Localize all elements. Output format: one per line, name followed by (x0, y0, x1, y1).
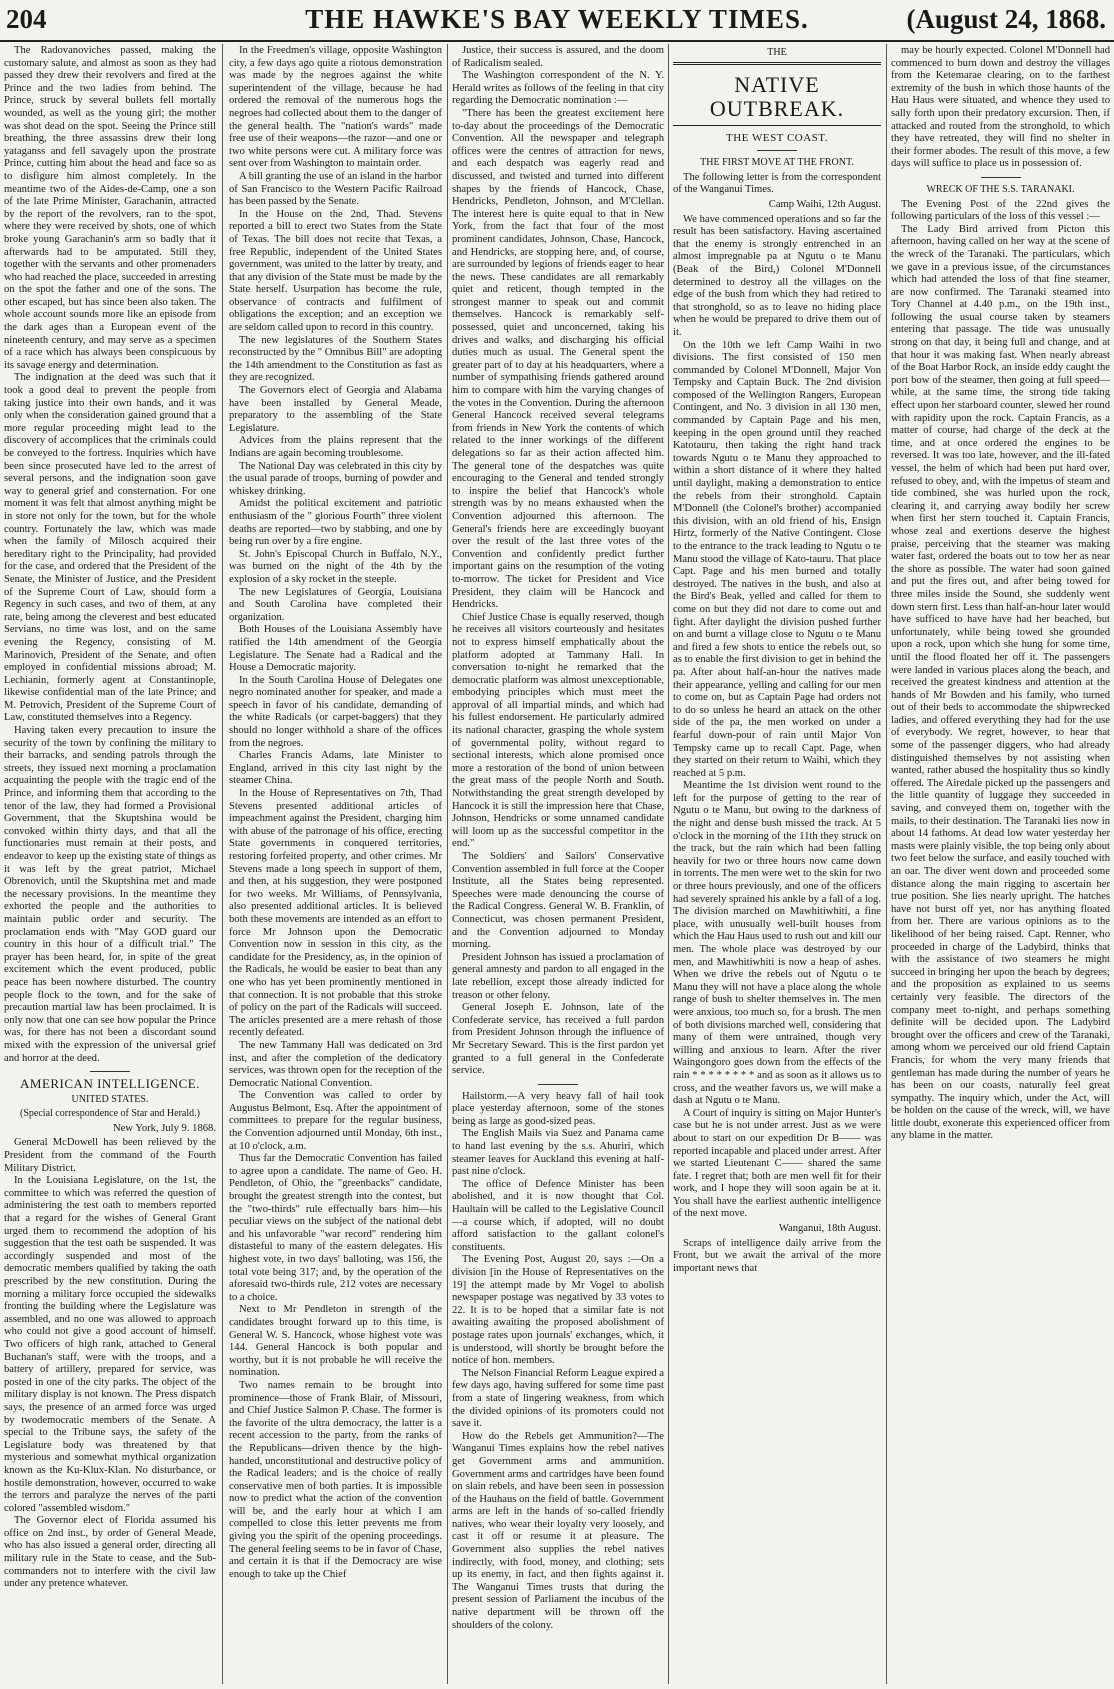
local-news-item: Hailstorm.—A very heavy fall of hail took place yesterday afternoon, some of the stones being as large as good-sized peas. (452, 1090, 664, 1127)
article-paragraph: The new Tammany Hall was dedicated on 3rd inst, and after the completion of the dedicatory services, was thrown open for the reception of the Democratic National Convention. (229, 1039, 442, 1089)
article-paragraph: In the House on the 2nd, Thad. Stevens reported a bill to erect two States from the State of Texas. The bill does not recite that Texas, a free Republic, independent of the United States government, was united to the latter by treaty, and that any division of the State must be made by the State herself. Usurpation has become the rule, observance of contracts and fulfilment of obligations the exception; and an exception we are seldom called upon to record in this country. (229, 208, 442, 334)
article-subheading: THE FIRST MOVE AT THE FRONT. (700, 157, 854, 169)
article-paragraph: General Joseph E. Johnson, late of the Confederate service, has received a full pardon from President Johnson through the influence of Mr Secretary Seward. This is the first pardon yet granted to a full general in the Confederate service. (452, 1002, 664, 1077)
article-paragraph: The National Day was celebrated in this city by the usual parade of troops, burning of powder and whiskey drinking. (229, 460, 442, 497)
column-rule (447, 44, 448, 1684)
article-paragraph: Thus far the Democratic Convention has failed to agree upon a candidate. The name of Geo. H. Pendleton, of Ohio, the "greenbacks" candidate, brought the greatest strength into the contest, but the "two-thirds" rule effectually bars him—his peculiar views on the subject of the national debt and his unfavorable "war record" rendering him distasteful to many of the eastern delegates. His highest vote, in two days' balloting, was 156, the total vote being 317; and, by the operation of the aforesaid two-thirds rule, 212 votes are necessary to a choice. (229, 1153, 442, 1303)
article-paragraph: A Court of inquiry is sitting on Major Hunter's case but he is not under arrest. Just as we were about to start on our expedition Dr B—— was reported incapable and placed under arrest. After we started Lieutenant C—— shared the same fate. I regret that; both are men well fit for their work, and I hope they will soon again be at it. You shall have the earliest authentic intelligence of the next move. (673, 1107, 881, 1220)
local-news-item: The Evening Post, August 20, says :—On a division [in the House of Representatives on the 19] the attempt made by Mr Vogel to abolish newspaper postage was negatived by 33 votes to 22. It is to be hoped that a similar fate is not awaiting awaiting the proposed abolishment of postage rates upon journals' exchanges, which, it is understood, will shortly be brought before the notice of hon. members. (452, 1254, 664, 1367)
newspaper-title: THE HAWKE'S BAY WEEKLY TIMES. (305, 4, 809, 34)
article-paragraph: St. John's Episcopal Church in Buffalo, N.Y., was burned on the night of the 4th by the explosion of a sky rocket in the steeple. (229, 548, 442, 585)
column-1 (4, 45, 216, 1685)
header-prefix: THE (767, 47, 787, 58)
servia-article (4, 45, 216, 1065)
section-divider (90, 1071, 130, 1072)
article-paragraph: The Convention was called to order by Augustus Belmont, Esq. After the appointment of committees to prepare for the regular business, the Convention adjourned until Monday, 6th inst., at 10 o'clock, a.m. (229, 1090, 442, 1152)
article-paragraph: The Evening Post of the 22nd gives the following particulars of the loss of this vessel :— (891, 198, 1110, 223)
issue-date: (August 24, 1868. (906, 4, 1106, 34)
dateline: New York, July 9. 1868. (112, 1122, 216, 1134)
section-note: (Special correspondence of Star and Herald.) (20, 1108, 200, 1120)
article-paragraph: In the House of Representatives on 7th, Thad Stevens presented additional articles of impeachment against the President, charging him with abuse of the patronage of his office, erecting State governments in conquered territories, restoring forfeited property, and other crimes. Mr Stevens made a long speech in support of them, and then, at his suggestion, they were postponed for two weeks. Mr Williams, of Pennsylvania, also presented additional articles. It is believed both these movements are intended as an effort to force Mr Johnson upon the Democratic Convention now in session in this city, as the candidate for the Presidency, as, in the opinion of the Radicals, he would be easier to beat than any one who has yet been prominently mentioned in that connection. It is not probable that this stroke of policy on the part of the Radicals will succeed. The articles presented are a mere rehash of those recently defeated. (229, 788, 442, 1039)
article-paragraph: Chief Justice Chase is equally reserved, though he receives all visitors courteously and hesitates not to express himself emphatically about the platform adopted at Tammany Hall. In conversation to-night he remarked that the democratic platform was almost unexceptionable, embodying principles which must meet the approval of all impartial minds, and which had his fullest endorsement. He particularly admired its national character, grasping the whole system of governmental polity, without regard to sectional interests, which alone promised once more a restoration of the bond of union between the great mass of the people North and South. Notwithstanding the great strength developed by Hancock it is still the impression here that Chase, Johnson, Hendricks or some unnamed candidate will loom up as the successful competitor in the end." (452, 611, 664, 850)
section-heading: AMERICAN INTELLIGENCE. (20, 1076, 200, 1092)
article-paragraph: Charles Francis Adams, late Minister to England, arrived in this city last night by the steamer China. (229, 750, 442, 787)
section-subheading: UNITED STATES. (71, 1093, 149, 1105)
article-paragraph: In the South Carolina House of Delegates one negro nominated another for speaker, and made a speech in favor of his candidate, demanding of the white Radicals (or carpet-baggers) that they should no longer withhold a share of the offices from the negroes. (229, 674, 442, 749)
section-divider (757, 150, 797, 151)
article-paragraph: The indignation at the deed was such that it took a good deal to prevent the people from taking justice into their own hands, and it was only when the consideration gained ground that a more regular proceeding might lead to the discovery of accomplices that the criminals could be conveyed to the fortress. Inquiries which have been since prosecuted have led to the arrest of several persons, and the indignation soon gave way to general grief and consternation. For one moment it was felt that almost anything might be in store not only for the town, but for the whole country. Fortunately the law, which was made when the family of Milosch acquired their hereditary right to the Principality, had provided for the case, and ordered that the President of the Senate, the Minister of Justice, and the President of the Supreme Court of Law, should form a Regency in such cases, and two of them, at any rate, being among the cleverest and best educated Servians, no time was lost, and on the same evening the Regency, consisting of M. Marinovich, President of the Senate, and often employed in confidential missions abroad; M. Lechianin, formerly agent at Constantinople, likewise confidential man of the late Prince; and M. Petrovich, President of the Supreme Court of Law, constituted themselves into a Regency. (4, 372, 216, 724)
section-divider (538, 1084, 578, 1085)
article-paragraph: The new legislatures of the Southern States reconstructed by the " Omnibus Bill" are adopting the 14th amendment to the Constitution as fast as they are recognized. (229, 334, 442, 384)
section-subheading: THE WEST COAST. (726, 131, 828, 144)
local-news-item: The English Mails via Suez and Panama came to hand last evening by the s.s. Ahuriri, which steamer leaves for Auckland this evening at half-past nine o'clock. (452, 1128, 664, 1178)
page-number: 204 (6, 4, 47, 34)
article-paragraph: Both Houses of the Louisiana Assembly have ratified the 14th amendment of the Georgia Legislature. The Senate had a Radical and the House a Democratic majority. (229, 624, 442, 674)
dateline: Camp Waihi, 12th August. (768, 198, 881, 210)
article-paragraph: "There has been the greatest excitement here to-day about the proceedings of the Democratic Convention. All the newspaper and telegraph offices were the centres of attraction for news, and each despatch was eagerly read and discussed, and twisted and turned into different shapes by the friends of Hancock, Chase, Hendricks, Pendleton, Johnson, and M'Clellan. The interest here is quite equal to that in New York, from the fact that four of the most prominent candidates, Johnson, Chase, Hancock, and Hendricks, are stopping here, and, of course, are surrounded by legions of friends eager to hear the news. These candidates are all remarkably quiet and reticent, though tempted in the strongest manner to speak out and commit themselves. Hancock is remarkably self-possessed, quiet and unconcerned, taking his drives and walks, and discharging his official duties much as usual. The General spent the greater part of to day at his headquarters, where a number of sympathising friends gathered around him to compare with him the varying changes of the votes in the Convention. During the afternoon General Hancock received several telegrams from friends in New York the contents of which related to the inner workings of the different delegations so far as their action affected him. The general tone of the despatches was quite encouraging to the General and tended strongly to inspire the belief that Hancock's whole strength was by no means exhausted when the Convention adjourned this afternoon. The General's friends here are exceedingly buoyant over the result of the last three votes of the Convention and confidently predict further important gains on the resumption of the voting to-morrow. The ticket for President and Vice President, they claim will be Hancock and Hendricks. (452, 107, 664, 611)
column-3 (452, 45, 664, 1685)
section-divider (981, 177, 1021, 178)
article-paragraph: Meantime the 1st division went round to the left for the purpose of getting to the rear of Ngutu o te Manu, but owing to the darkness of the night and dense bush missed the track. At 5 o'clock in the morning of the 11th they struck on the track, but the rain which had been falling heavily for two or three hours now came down in torrents. The men were wet to the skin for two or three hours previously, and one of the officers had severely sprained his ankle by a fall of a log. The division marched on Mawhitiwhiti, a fine place, with unusually well-built houses from which the Hau Haus used to rush out and kill our men. The whole place was destroyed by our men, and Mawhitiwhiti is now a heap of ashes. When we drive the rebels out of Ngutu o te Manu they will not have a place along the whole range of bush to shelter themselves in. The men were anxious, too much so, for a brush. The men of both divisions marched well, considering that many of them were untrained, though very willing and anxious to learn. After the river Waingongoro goes down from the effects of the rain * * * * * * * * and as soon as it allows us to cross, and the weather favors us, we will make a dash at Ngutu o te Manu. (673, 780, 881, 1107)
article-paragraph: Having taken every precaution to insure the security of the town by confining the military to their barracks, and sending patrols through the streets, they issued next morning a proclamation acquainting the people with the tragic end of the Prince, and informing them that according to the tenor of the law, they had formed a Provisional Government, that the Skuptshina would be convoked within thirty days, and that all the functionaries must remain at their posts, and endeavor to keep up the existing state of things as it was left by the great patriot, Michael Obrenovich, until the Skuptshina met and made the necessary provisions. In the meantime they exhorted the people and the authorities to maintain public order and security. The proclamation ends with "May GOD guard our country in this hour of a difficult trial." The prayer has been heard, for, in spite of the great excitement which the event produced, public peace has been nowhere disturbed. The country people flock to the town, and for the sake of precaution martial law has been proclaimed. It is only now that one can see how popular the Prince was, for there has not been a discordant sound mixed with the expression of the universal grief and horror at the deed. (4, 725, 216, 1064)
article-paragraph: On the 10th we left Camp Waihi in two divisions. The first consisted of 150 men commanded by Colonel M'Donnell, Major Von Tempsky and Captain Buck. The 2nd division composed of the Wellington Rangers, European Contingent, and No. 3 division in all 130 men, commanded by Captain Page and his men, keeping in the open ground until they reached Katotauru, then taking the right hand track towards Ngutu o te Manu they approached to within a short distance of it where they halted until daylight, making a demonstration to entice the rebels from their stronghold. Captain M'Donnell (the Colonel's brother) accompanied this division, with an old friend of his, Ensign Hirtz, formerly of the Native Contingent. Close to the entrance to the track leading to Ngutu o te Manu stood the village of Kato-tauru. That place Capt. Page and his men burned and totally destroyed. The natives in the bush, and also at the Bird's Beak, yelled and called for them to come on but they did not dare to come out and fight. After daylight the division pushed further on and burnt a village close to Ngutu o te Manu and fired a few shots to entice the rebels out, so as to enable the first division to get in behind the pa. After about half-an-hour the natives made their appearance, yelling and calling for our men to come on, but as Captain Page had orders not to do so unless he heard an attack on the other side of the pa, the men worked on under a fearful down-pour of rain until Major Von Tempsky came up to recall Capt. Page, when they started on their return to Waihi, which they reached at 5 p.m. (673, 339, 881, 779)
article-paragraph: General McDowell has been relieved by the President from the command of the Fourth Military District. (4, 1137, 216, 1174)
article-paragraph: The Governor elect of Florida assumed his office on 2nd inst., by order of General Meade, who has also issued a general order, directing all military rule in the State to cease, and the Sub-commanders not to interfere with the civil law under any pretence whatever. (4, 1515, 216, 1590)
article-paragraph: A bill granting the use of an island in the harbor of San Francisco to the Western Pacific Railroad has been passed by the Senate. (229, 170, 442, 208)
article-paragraph: Advices from the plains represent that the Indians are again becoming troublesome. (229, 435, 442, 459)
article-paragraph: We have commenced operations and so far the result has been satisfactory. Having ascertained that the enemy is strongly entrenched in an almost impregnable pa at Ngutu o te Manu (Beak of the Bird,) Colonel M'Donnell determined to destroy all the villages on the edge of the bush from which they had retired to that stronghold, so as to leave no hiding place when he would be prepared to drive them out of it. (673, 213, 881, 338)
article-paragraph: Next to Mr Pendleton in strength of the candidates brought forward up to this time, is General W. S. Hancock, whose highest vote was 144. General Hancock is both popular and worthy, but it is not probable he will receive the nomination. (229, 1304, 442, 1379)
article-paragraph: The Washington correspondent of the N. Y. Herald writes as follows of the feeling in that city regarding the Democratic nomination :— (452, 70, 664, 107)
column-2 (229, 45, 442, 1685)
native-outbreak-header (673, 62, 881, 126)
dateline: Wanganui, 18th August. (778, 1223, 881, 1235)
section-heading: NATIVE OUTBREAK. (709, 71, 845, 121)
local-news-item: The office of Defence Minister has been abolished, and it is now thought that Col. Haultain will be called to the Legislative Council—a course which, if adopted, will no doubt afford satisfaction to the gallant colonel's constituents. (452, 1178, 664, 1253)
article-paragraph: The Governors elect of Georgia and Alabama have been installed by General Meade, preparatory to the assembling of the State Legislature. (229, 385, 442, 434)
article-paragraph: The new Legislatures of Georgia, Louisiana and South Carolina have completed their organization. (229, 586, 442, 623)
article-paragraph: Two names remain to be brought into prominence—those of Frank Blair, of Missouri, and Chief Justice Salmon P. Chase. The former is the favorite of the ultra democracy, the latter is a recent accession to the party, from the ranks of the Republicans—driven thence by the high-handed, unconstitutional and destructive policy of the Radical leaders; and is the choice of really conservative men of both parties. It is impossible now to predict what the action of the convention will be, and the early hour at which I am compelled to close this letter prevents me from giving you the spirit of the opening proceedings. The general feeling seems to be in favor of Chase, and certain it is that if the Democracy are wise enough to take up the Chief (229, 1379, 442, 1580)
local-news-item: The Nelson Financial Reform League expired a few days ago, having suffered for some time past from a state of lingering weakness, from which the divided opinions of its promoters could not save it. (452, 1367, 664, 1430)
local-news-item: How do the Rebels get Ammunition?—The Wanganui Times explains how the rebel natives get Government arms and ammunition. Government arms and cartridges have been found on slain rebels, and have been seen in possession of the Hauhaus on the field of battle. Government arms are left in the hands of so-called friendly natives, who wear their loyalty very loosely, and cast it off or resume it at pleasure. The Government also supplies the rebel natives indirectly, with food, money, and clothing; sets up its enemy, in fact, and then fights against it. The Wanganui Times trusts that during the present session of Parliament the incubus of the native department will be thrown off the shoulders of the colony. (452, 1430, 664, 1631)
article-paragraph: In the Freedmen's village, opposite Washington city, a few days ago quite a riotous demonstration was made by the negroes against the white superintendent of the village, because he had ordered the removal of the numerous hogs the negroes had collected about them to the danger of the general health. The "nation's wards" made free use of their weapons—the razor—and one or two white persons were cut. A military force was sent over from Washington to maintain order. (229, 45, 442, 170)
article-paragraph: President Johnson has issued a proclamation of general amnesty and pardon to all engaged in the late rebellion, except those already indicted for treason or other felony. (452, 951, 664, 1001)
column-4 (673, 45, 881, 1685)
article-paragraph: Amidst the political excitement and patriotic enthusiasm of the " glorious Fourth" three violent deaths are reported—two by stabbing, and one by being run over by a fire engine. (229, 498, 442, 548)
article-paragraph: The Soldiers' and Sailors' Conservative Convention assembled in full force at the Cooper Institute, all the States being represented. Speeches were made denouncing the course of the Radical Congress. General W. B. Franklin, of Connecticut, was chosen permanent President, and the Convention adjourned to Monday morning. (452, 851, 664, 951)
masthead (0, 0, 1114, 42)
article-paragraph: may be hourly expected. Colonel M'Donnell had commenced to burn down and destroy the villages from the Ketemarae clearing, on to the farthest extremity of the bush in which those haunts of the Hau Haus were situated, and whence they used to sally forth upon their predatory excursion. Then, if attacked and routed from the stronghold, to which they have retreated, they will find no shelter in their former abodes. The result of this move, a few days will suffice to place us in possession of. (891, 45, 1110, 170)
article-paragraph: In the Louisiana Legislature, on the 1st, the committee to which was referred the question of administering the test oath to members reported that a regard for the wishes of General Grant urged them to recommend the adoption of his suggestion that the test oath be suspended. It was accordingly suspended and most of the democratic members qualified by taking the oath prescribed by the new constitution. During the morning a military force occupied the sidewalks fronting the building where the Legislature was assembled, and no one was allowed to approach who could not give a good account of himself. Two officers of high rank, attached to General Buchanan's staff, were with the troops, and a battery of artillery, prepared for service, was posted in one of the city parks. The object of the military display is not known. The Press dispatch says, the presence of an armed force was urged by twodemocratic members of the Senate. A special to the Tribune says, the safety of the Legislature body was threatened by that mysterious and somewhat mythical organization known as the Ku-Klux-Klan. No disturbance, or hostile demonstration, however, occurred to wake the terrors and paralyze the nerves of the parti colored "assembled wisdom." (4, 1175, 216, 1514)
column-5 (891, 45, 1110, 1685)
article-paragraph: The Lady Bird arrived from Picton this afternoon, having called on her way at the scene of the wreck of the Taranaki. The particulars, which we gave in a previous issue, of the circumstances which had attended the loss of that fine steamer, are now confirmed. The Taranaki steamed into Tory Channel at 4.40 p.m., on the 19th inst., following the usual course taken by steamers entering that passage. The tide was unusually strong on that day, it being full and change, and at that hour it was making fast. When nearly abreast of the Boat Harbor Rock, an inside eddy caught the port bow of the steamer, then going at full speed—while, at the same time, the strong tide taking effect upon her starboard counter, slewed her round with rapidity upon the rock. Captain Francis, as a matter of course, had charge of the deck at the time, and at once ordered the engines to be reversed. It was too late, however, and the ill-fated vessel, the helm of which had been put hard over, refused to obey, and, with the impetus of steam and tide combined, she was hurled upon the rock, clearing it, and carrying away bodily her screw when first her stern touched it. Captain Francis, whose zeal and exertions deserve the highest praise, perceiving that the steamer was making water fast, ordered the boats out to tow her as near the shore as possible. The water had soon gained and put the fires out, and after being towed for three miles inside the Sound, she suddenly went down stern first. Less than half-an-hour later would have sufficed to have have had her beached, but unfortunately, while being towed she grounded upon a rock, upon which she hung for some time, until the flood floated her off it. The passengers were landed in various places along the beach, and received the greatest kindness and attention at the hands of Mr Bowden and his family, who turned out of their beds to accommodate the shipwrecked ladies, and offered everything they had for the use of everybody. We regret, however, to hear that some of the passenger diggers, who had already distinguished themselves by not assisting when wanted, rather abused the hospitality thus so kindly offered. The Airedale picked up the passengers and the little quantity of luggage they succeeded in saving, and conveyed them on, together with the mails, to their destination. The Taranaki lies now in about 14 fathoms. At dead low water yesterday her masts were plainly visible, the top being only about two feet below the surface, and easily touched with an oar. The diver went down and proceeded some distance along the main rigging to ascertain her true position. She lies nearly upright. The hatches have not burst off yet, nor has anything floated from her. There are various opinions as to the likelihood of her being raised. Capt. Renner, who proceeded in charge of the Ladybird, thinks that with the assistance of two steamers he might succeed in bringing her upon the beach by degrees; and the proposition as explained to us seems certainly very feasible. The directors of the company meet to-night, and perhaps something definite will be decided upon. The Ladybird brought over the officers and crew of the Taranaki, among whom we perceived our old friend Captain Francis, for whom the very many friends that gentleman has made during the number of years he has been on our coasts, naturally feel great sympathy. The inquiry which, under the Act, will be holden on the cause of the wreck, will, we have little doubt, exonerate this experienced officer from any blame in the matter. (891, 223, 1110, 1142)
article-paragraph: Justice, their success is assured, and the doom of Radicalism sealed. (452, 45, 664, 69)
article-paragraph: The Radovanoviches passed, making the customary salute, and almost as soon as they had passed they drew their revolvers and fired at the Prince and the two ladies from behind. The Prince, struck by several bullets fell mortally wounded, as well as the young girl; the mother was shot dead on the spot. Seeing the Prince still breathing, the three assassins drew their long yataganss and fell savagely upon the prostrate Prince, cutting him about the head and face so as to disfigure him almost completely. In the meantime two of the Aides-de-Camp, one a son of the late Prime Minister, Garachanin, attracted by the report of the revolvers, ran to the spot, where they were received by shots, one of which broke young Garachanin's arm so badly that it afterwards had to be amputated. Still they, together with the servants and other promenaders who had reached the place, succeeded in arresting on the spot the father and one of the sons. The other escaped, but has since been also taken. The whole account sounds more like an episode from the dark ages than a European event of the nineteenth century, and may serve as a specimen of a race which has always been conspicuous by its savage energy and determination. (4, 45, 216, 371)
article-paragraph: The following letter is from the correspondent of the Wanganui Times. (673, 171, 881, 196)
column-rule (886, 44, 887, 1684)
column-rule (668, 44, 669, 1684)
section-heading: WRECK OF THE S.S. TARANAKI. (926, 183, 1075, 195)
article-paragraph: Scraps of intelligence daily arrive from the Front, but we await the arrival of the more important news that (673, 1237, 881, 1274)
column-rule (222, 44, 223, 1684)
